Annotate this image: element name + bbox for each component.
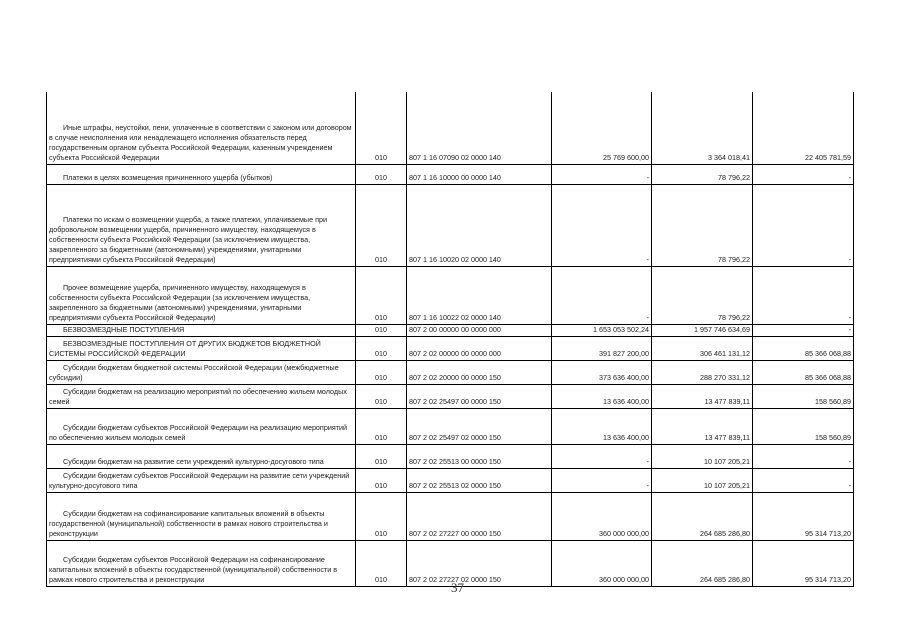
row-code: 010 xyxy=(356,492,407,540)
budget-revenue-table xyxy=(46,92,854,587)
row-remaining: - xyxy=(753,324,854,336)
row-code: 010 xyxy=(356,92,407,164)
row-code: 010 xyxy=(356,184,407,266)
row-executed: 306 461 131,12 xyxy=(652,336,753,360)
row-code: 010 xyxy=(356,468,407,492)
row-kbk: 807 2 02 27227 02 0000 150 xyxy=(407,540,552,586)
table-row xyxy=(47,384,854,408)
row-plan: - xyxy=(552,184,652,266)
row-remaining: - xyxy=(753,164,854,184)
row-remaining: 95 314 713,20 xyxy=(753,492,854,540)
row-kbk: 807 1 16 07090 02 0000 140 xyxy=(407,92,552,164)
row-executed: 78 796,22 xyxy=(652,266,753,324)
row-remaining: 85 366 068,88 xyxy=(753,360,854,384)
row-name: Субсидии бюджетам субъектов Российской Федерации на реализацию мероприятий по обеспечению жильем молодых семей xyxy=(47,408,356,444)
table-body xyxy=(47,92,854,586)
row-kbk: 807 1 16 10022 02 0000 140 xyxy=(407,266,552,324)
row-name: Платежи по искам о возмещении ущерба, а также платежи, уплачиваемые при добровольном возмещении ущерба, причиненного имуществу, находящемуся в собственности субъекта Российской Федерации (за исключением имущества, закрепленного за бюджетными (автономными) учреждениями, унитарными предприятиями субъекта Российской Федерации) xyxy=(47,184,356,266)
row-remaining: - xyxy=(753,184,854,266)
table-row xyxy=(47,468,854,492)
row-executed: 13 477 839,11 xyxy=(652,408,753,444)
table-row xyxy=(47,408,854,444)
row-remaining: - xyxy=(753,444,854,468)
row-name: Субсидии бюджетам на реализацию мероприятий по обеспечению жильем молодых семей xyxy=(47,384,356,408)
row-remaining: 22 405 781,59 xyxy=(753,92,854,164)
table-row xyxy=(47,92,854,164)
row-code: 010 xyxy=(356,384,407,408)
row-kbk: 807 2 02 20000 00 0000 150 xyxy=(407,360,552,384)
row-plan: 1 653 053 502,24 xyxy=(552,324,652,336)
row-name: Иные штрафы, неустойки, пени, уплаченные в соответствии с законом или договором в случае неисполнения или ненадлежащего исполнения обязательств перед государственным органом субъекта Российской Федерации, казенным учреждением субъекта Российской Федерации xyxy=(47,92,356,164)
row-code: 010 xyxy=(356,360,407,384)
row-executed: 13 477 839,11 xyxy=(652,384,753,408)
row-plan: - xyxy=(552,444,652,468)
row-executed: 10 107 205,21 xyxy=(652,468,753,492)
row-executed: 3 364 018,41 xyxy=(652,92,753,164)
row-executed: 264 685 286,80 xyxy=(652,492,753,540)
row-kbk: 807 2 02 25497 00 0000 150 xyxy=(407,384,552,408)
row-kbk: 807 2 02 25513 00 0000 150 xyxy=(407,444,552,468)
table-row xyxy=(47,324,854,336)
row-name: Платежи в целях возмещения причиненного ущерба (убытков) xyxy=(47,164,356,184)
table-row xyxy=(47,164,854,184)
row-plan: - xyxy=(552,266,652,324)
row-remaining: 95 314 713,20 xyxy=(753,540,854,586)
row-plan: - xyxy=(552,468,652,492)
row-plan: 25 769 600,00 xyxy=(552,92,652,164)
row-name: БЕЗВОЗМЕЗДНЫЕ ПОСТУПЛЕНИЯ ОТ ДРУГИХ БЮДЖЕТОВ БЮДЖЕТНОЙ СИСТЕМЫ РОССИЙСКОЙ ФЕДЕРАЦИИ xyxy=(47,336,356,360)
table-row xyxy=(47,266,854,324)
row-code: 010 xyxy=(356,164,407,184)
row-code: 010 xyxy=(356,444,407,468)
row-remaining: - xyxy=(753,266,854,324)
row-remaining: 158 560,89 xyxy=(753,408,854,444)
row-code: 010 xyxy=(356,540,407,586)
row-name: БЕЗВОЗМЕЗДНЫЕ ПОСТУПЛЕНИЯ xyxy=(47,324,356,336)
row-plan: 391 827 200,00 xyxy=(552,336,652,360)
row-kbk: 807 2 02 25497 02 0000 150 xyxy=(407,408,552,444)
row-executed: 78 796,22 xyxy=(652,164,753,184)
table-row xyxy=(47,336,854,360)
row-name: Субсидии бюджетам субъектов Российской Федерации на софинансирование капитальных вложений в объекты государственной (муниципальной) собственности в рамках нового строительства и реконструкции xyxy=(47,540,356,586)
row-plan: 13 636 400,00 xyxy=(552,384,652,408)
row-executed: 10 107 205,21 xyxy=(652,444,753,468)
row-executed: 264 685 286,80 xyxy=(652,540,753,586)
table-row xyxy=(47,540,854,586)
row-kbk: 807 2 02 00000 00 0000 000 xyxy=(407,336,552,360)
row-plan: 360 000 000,00 xyxy=(552,492,652,540)
row-remaining: - xyxy=(753,468,854,492)
row-name: Субсидии бюджетам на софинансирование капитальных вложений в объекты государственной (муниципальной) собственности в рамках нового строительства и реконструкции xyxy=(47,492,356,540)
row-code: 010 xyxy=(356,336,407,360)
page-number: 37 xyxy=(451,580,464,595)
row-kbk: 807 1 16 10000 00 0000 140 xyxy=(407,164,552,184)
row-remaining: 85 366 068,88 xyxy=(753,336,854,360)
row-name: Субсидии бюджетам бюджетной системы Российской Федерации (межбюджетные субсидии) xyxy=(47,360,356,384)
row-name: Прочее возмещение ущерба, причиненного имуществу, находящемуся в собственности субъекта Российской Федерации (за исключением имущества, закрепленного за бюджетными (автономными) учреждениями, унитарными предприятиями субъекта Российской Федерации) xyxy=(47,266,356,324)
row-name: Субсидии бюджетам субъектов Российской Федерации на развитие сети учреждений культурно-досугового типа xyxy=(47,468,356,492)
row-kbk: 807 1 16 10020 02 0000 140 xyxy=(407,184,552,266)
row-kbk: 807 2 00 00000 00 0000 000 xyxy=(407,324,552,336)
row-code: 010 xyxy=(356,408,407,444)
row-code: 010 xyxy=(356,324,407,336)
row-code: 010 xyxy=(356,266,407,324)
row-kbk: 807 2 02 27227 00 0000 150 xyxy=(407,492,552,540)
row-executed: 288 270 331,12 xyxy=(652,360,753,384)
row-executed: 1 957 746 634,69 xyxy=(652,324,753,336)
table-row xyxy=(47,444,854,468)
row-kbk: 807 2 02 25513 02 0000 150 xyxy=(407,468,552,492)
row-plan: 373 636 400,00 xyxy=(552,360,652,384)
table-row xyxy=(47,360,854,384)
table-row xyxy=(47,184,854,266)
row-executed: 78 796,22 xyxy=(652,184,753,266)
row-plan: 13 636 400,00 xyxy=(552,408,652,444)
row-remaining: 158 560,89 xyxy=(753,384,854,408)
row-plan: - xyxy=(552,164,652,184)
row-plan: 360 000 000,00 xyxy=(552,540,652,586)
table-row xyxy=(47,492,854,540)
row-name: Субсидии бюджетам на развитие сети учреждений культурно-досугового типа xyxy=(47,444,356,468)
